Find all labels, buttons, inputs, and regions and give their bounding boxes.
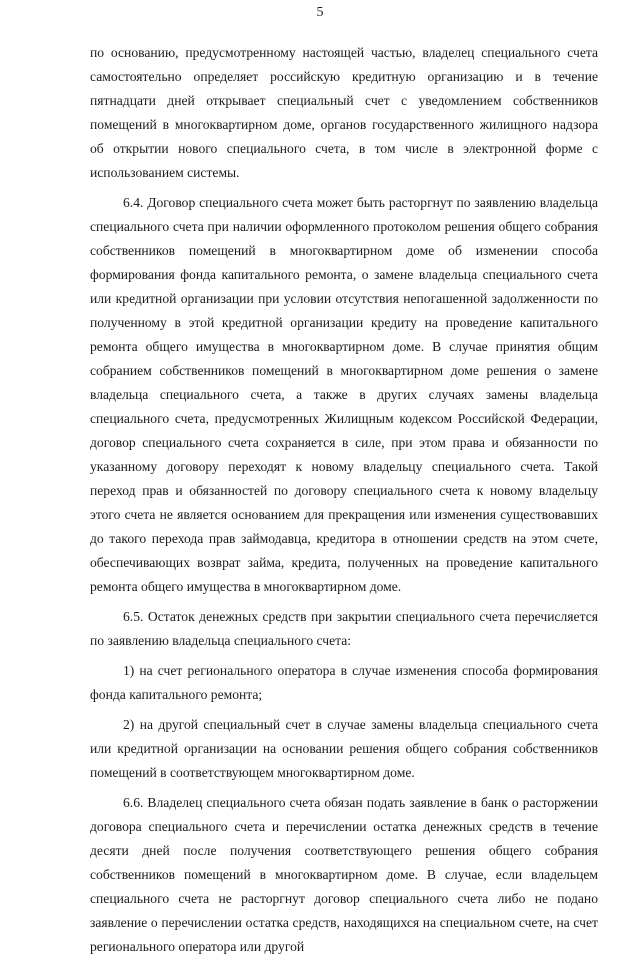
paragraph-continuation: по основанию, предусмотренному настоящей частью, владелец специального счета самостоятельно определяет российскую кредитную организацию и в течение пятнадцати дней открывает специальный счет с уведомлением собственников помещений в многоквартирном доме, органов государственного жилищного надзора об открытии нового специального счета, в том числе в электронной форме с использованием системы. xyxy=(90,45,598,180)
paragraph-6-4: 6.4. Договор специального счета может быть расторгнут по заявлению владельца специального счета при наличии оформленного протоколом решения общего собрания собственников помещений в многоквартирном доме об изменении способа формирования фонда капитального ремонта, о замене владельца специального счета или кредитной организации при условии отсутствия непогашенной задолженности по полученному в этой кредитной организации кредиту на проведение капитального ремонта общего имущества в многоквартирном доме. В случае принятия общим собранием собственников помещений в многоквартирном доме решения о замене владельца специального счета, а также в других случаях замены владельца специального счета, предусмотренных Жилищным кодексом Российской Федерации, договор специального счета сохраняется в силе, при этом права и обязанности по указанному договору переходят к новому владельцу специального счета. Такой переход прав и обязанностей по договору специального счета к новому владельцу этого счета не является основанием для прекращения или изменения существовавших до такого перехода прав займодавца, кредитора в отношении средств на этом счете, обеспечивающих возврат займа, кредита, полученных на проведение капитального ремонта общего имущества в многоквартирном доме. xyxy=(90,195,598,594)
document-body xyxy=(90,41,598,965)
paragraph-6-5-item-2: 2) на другой специальный счет в случае замены владельца специального счета или кредитной организации на основании решения общего собрания собственников помещений в соответствующем многоквартирном доме. xyxy=(90,717,598,780)
page-number: 5 xyxy=(316,5,324,20)
paragraph-6-5-item-1: 1) на счет регионального оператора в случае изменения способа формирования фонда капитального ремонта; xyxy=(90,663,598,702)
paragraph-6-6: 6.6. Владелец специального счета обязан подать заявление в банк о расторжении договора специального счета и перечислении остатка денежных средств в течение десяти дней после получения соответствующего решения общего собрания собственников помещений в многоквартирном доме. В случае, если владельцем специального счета не расторгнут договор специального счета либо не подано заявление о перечислении остатка средств, находящихся на специальном счете, на счет регионального оператора или другой xyxy=(90,795,598,954)
paragraph-6-5: 6.5. Остаток денежных средств при закрытии специального счета перечисляется по заявлению владельца специального счета: xyxy=(90,609,598,648)
